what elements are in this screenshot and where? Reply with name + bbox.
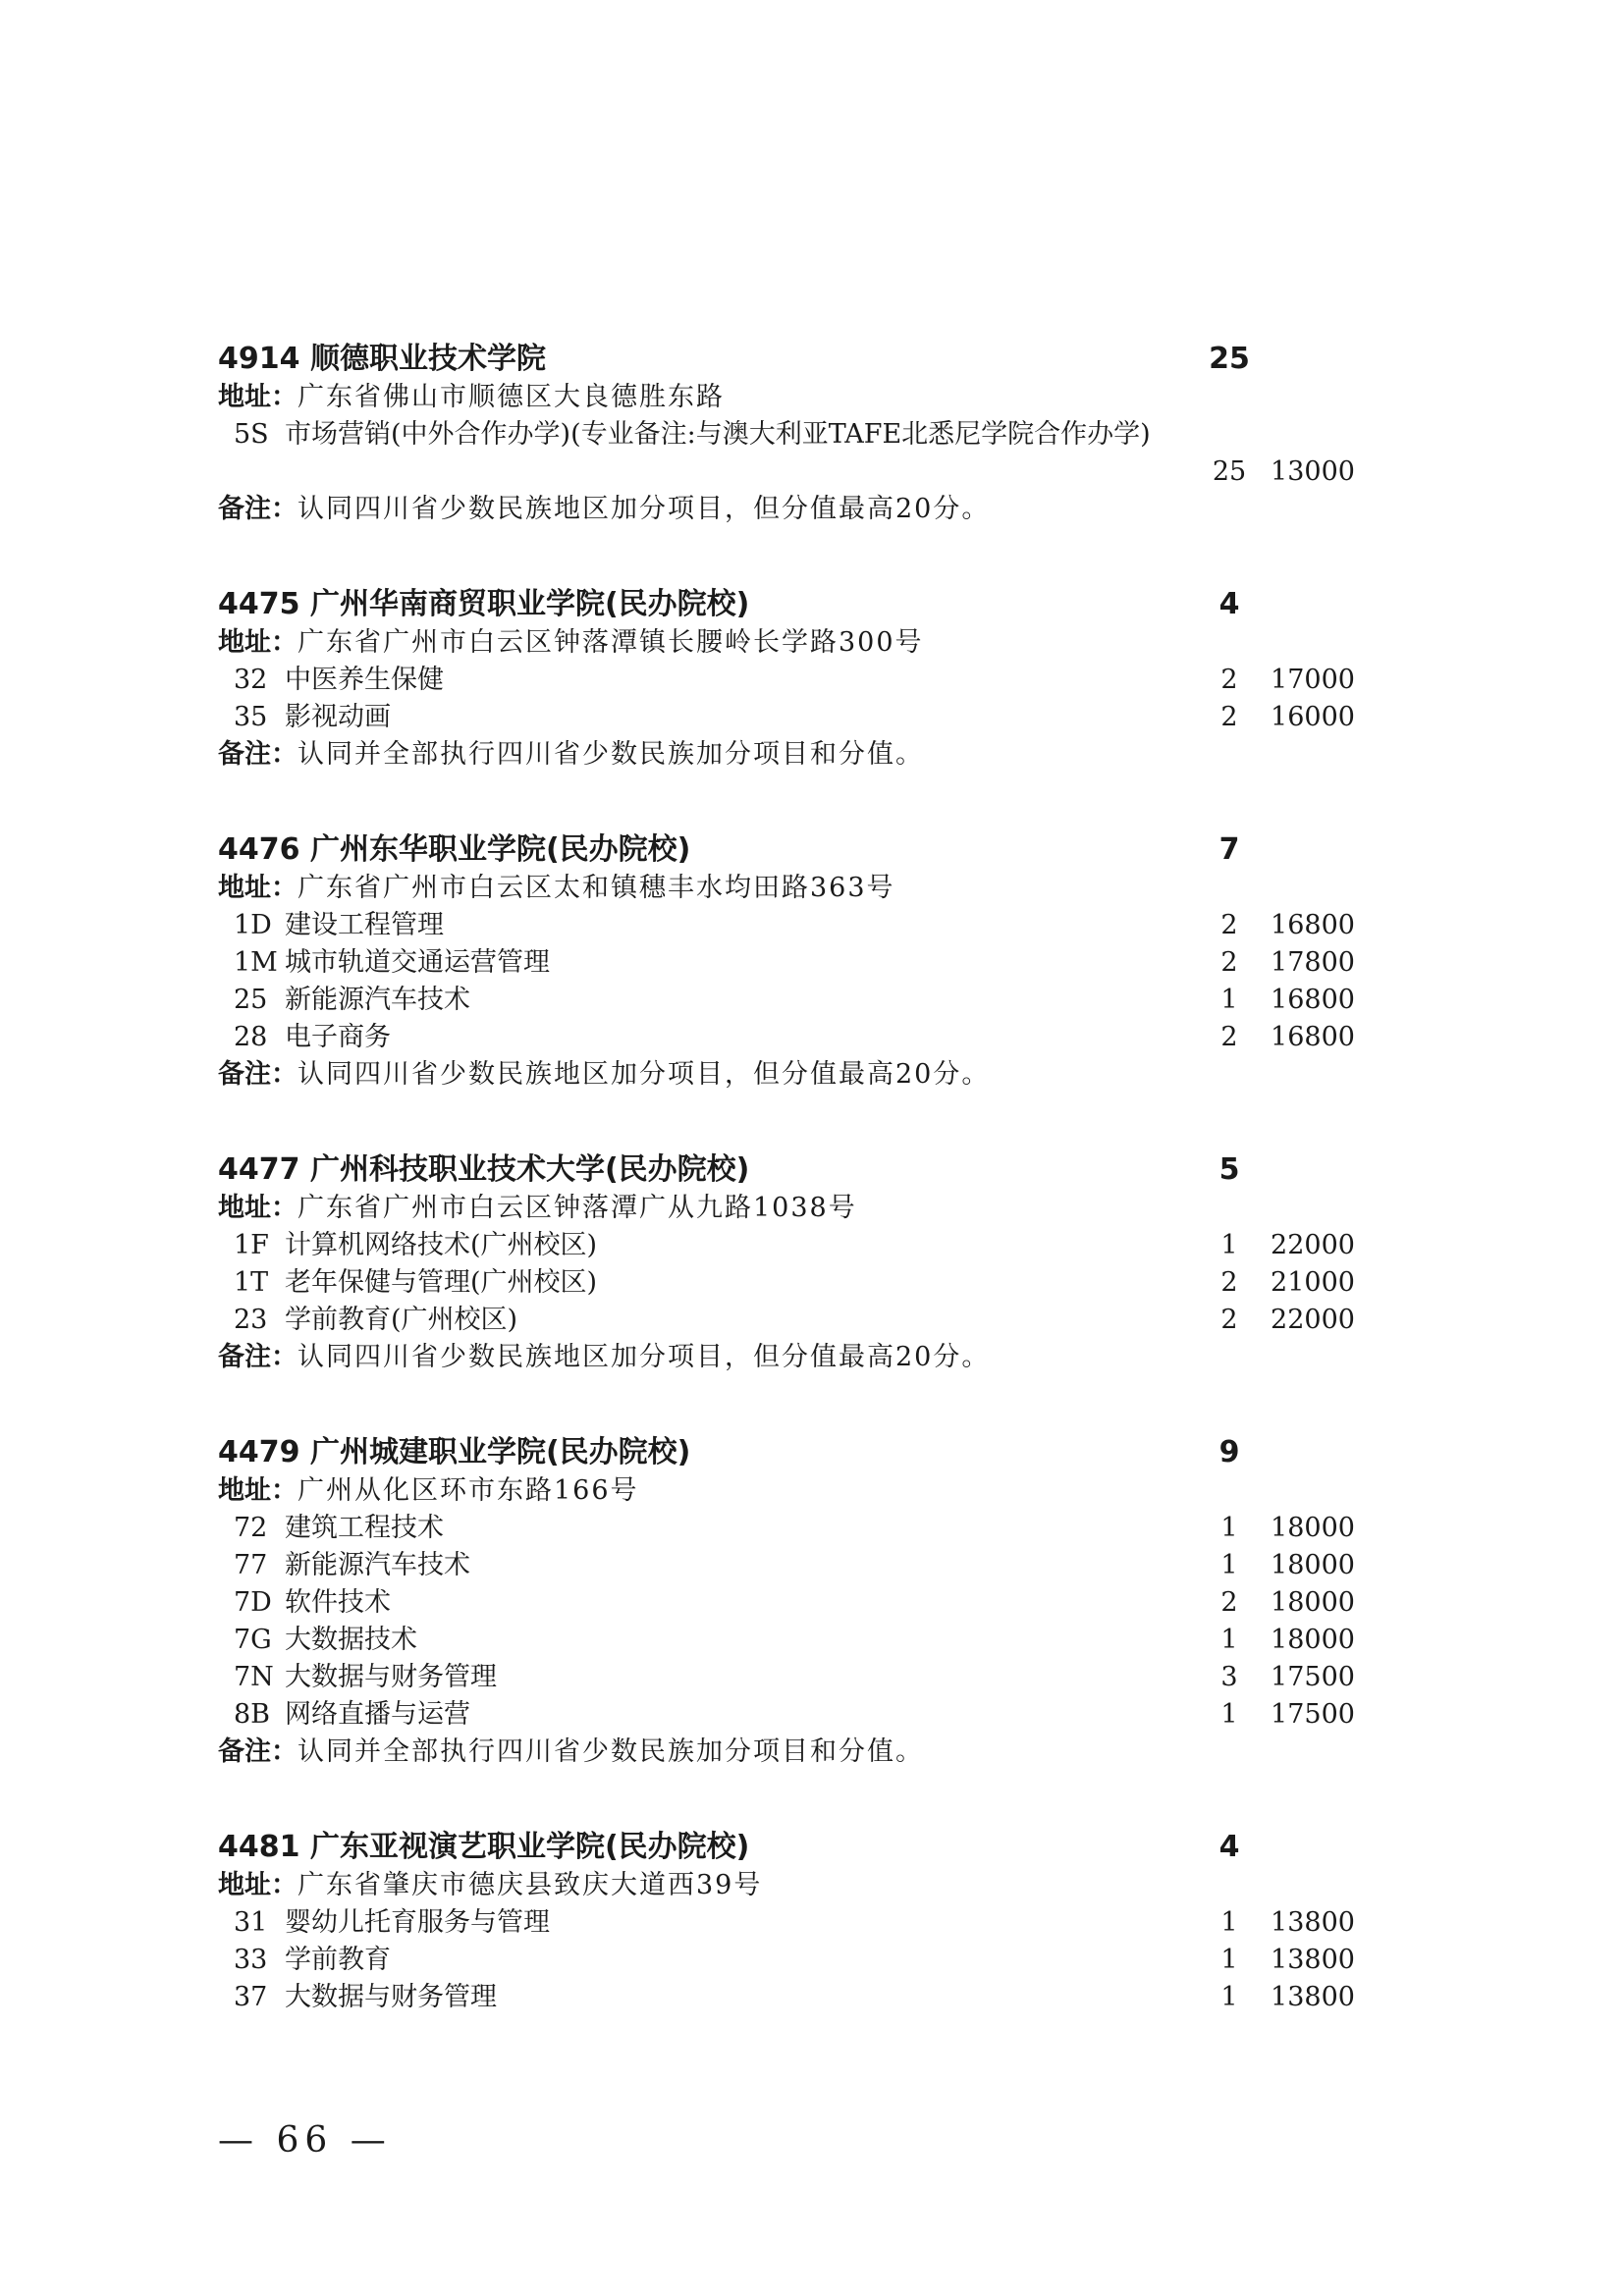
school-title	[218, 832, 690, 867]
address-text: 广东省佛山市顺德区大良德胜东路	[298, 382, 725, 412]
major-name: 影视动画	[285, 702, 391, 732]
major-name: 建设工程管理	[285, 910, 444, 940]
school-header	[218, 585, 1347, 624]
major-fee: 16000	[1271, 702, 1355, 732]
major-code: 7N	[234, 1662, 274, 1692]
school-title	[218, 342, 546, 376]
note-label: 备注：	[218, 1736, 298, 1767]
major-name: 建筑工程技术	[285, 1513, 444, 1543]
major-name: 软件技术	[285, 1587, 391, 1618]
major-info	[218, 662, 1347, 699]
major-row	[218, 982, 1355, 1019]
major-name: 市场营销(中外合作办学)(专业备注:与澳大利亚TAFE北悉尼学院合作办学)	[285, 419, 1151, 450]
major-fee: 18000	[1271, 1513, 1355, 1543]
major-count: 1	[1220, 1230, 1238, 1260]
school-quota: 4	[1218, 1830, 1240, 1864]
note-label: 备注：	[218, 494, 298, 524]
school-header	[218, 830, 1347, 870]
major-fee: 16800	[1271, 985, 1355, 1015]
major-count: 1	[1220, 985, 1238, 1015]
major-count: 2	[1220, 947, 1238, 978]
note-line	[218, 491, 1347, 528]
address-label: 地址：	[218, 382, 298, 412]
school-block	[218, 1828, 1355, 2016]
major-fee: 22000	[1271, 1305, 1355, 1335]
major-row	[218, 944, 1355, 982]
major-info	[218, 1904, 1347, 1942]
school-block	[218, 830, 1355, 1094]
major-fee: 13800	[1271, 1907, 1355, 1938]
major-code: 7D	[234, 1587, 272, 1618]
major-fee: 17500	[1271, 1699, 1355, 1730]
school-quota: 7	[1218, 832, 1240, 867]
major-fee: 22000	[1271, 1230, 1355, 1260]
major-row	[218, 1622, 1355, 1659]
note-label: 备注：	[218, 1059, 298, 1090]
school-title	[218, 1435, 690, 1469]
school-listing	[218, 340, 1355, 2073]
major-name: 大数据与财务管理	[285, 1662, 497, 1692]
page-number: — 66 —	[218, 2120, 392, 2161]
address-line	[218, 870, 1347, 907]
address-label: 地址：	[218, 1193, 298, 1223]
school-title	[218, 1830, 749, 1864]
major-count: 25	[1212, 456, 1247, 487]
address-label: 地址：	[218, 627, 298, 658]
school-header	[218, 1150, 1347, 1190]
major-count: 2	[1220, 1022, 1238, 1052]
major-name: 计算机网络技术(广州校区)	[285, 1230, 598, 1260]
major-code: 7G	[234, 1625, 272, 1655]
major-row	[218, 1510, 1355, 1547]
major-fee: 16800	[1271, 1022, 1355, 1052]
school-name: 广东亚视演艺职业学院(民办院校)	[309, 1830, 750, 1864]
address-text: 广州从化区环市东路166号	[298, 1475, 639, 1506]
school-block	[218, 1150, 1355, 1376]
major-info	[218, 1942, 1347, 1979]
school-code: 4475	[218, 587, 300, 621]
major-count: 3	[1220, 1662, 1238, 1692]
major-fee: 21000	[1271, 1267, 1355, 1298]
major-info	[218, 1510, 1347, 1547]
major-name: 婴幼儿托育服务与管理	[285, 1907, 550, 1938]
major-name: 城市轨道交通运营管理	[285, 947, 550, 978]
school-code: 4477	[218, 1152, 300, 1187]
major-code: 1T	[234, 1267, 269, 1298]
note-label: 备注：	[218, 1342, 298, 1372]
major-info	[218, 1659, 1347, 1696]
school-name: 顺德职业技术学院	[309, 342, 546, 376]
school-quota: 25	[1209, 342, 1250, 376]
major-code: 1D	[234, 910, 272, 940]
major-info	[218, 699, 1347, 736]
school-name: 广州科技职业技术大学(民办院校)	[309, 1152, 750, 1187]
major-name: 中医养生保健	[285, 665, 444, 695]
major-info	[218, 1979, 1347, 2016]
address-text: 广东省肇庆市德庆县致庆大道西39号	[298, 1870, 763, 1900]
major-fee: 13000	[1271, 456, 1355, 487]
major-count: 1	[1220, 1699, 1238, 1730]
major-count: 1	[1220, 1513, 1238, 1543]
major-row	[218, 907, 1355, 944]
school-code: 4479	[218, 1435, 300, 1469]
address-line	[218, 1190, 1347, 1227]
school-name: 广州城建职业学院(民办院校)	[309, 1435, 691, 1469]
school-code: 4914	[218, 342, 300, 376]
note-line	[218, 1734, 1347, 1771]
major-row	[218, 1979, 1355, 2016]
major-code: 25	[234, 985, 268, 1015]
major-row	[218, 1302, 1355, 1339]
major-row	[218, 662, 1355, 699]
major-row	[218, 1659, 1355, 1696]
note-line	[218, 1056, 1347, 1094]
major-info	[218, 1264, 1347, 1302]
major-info	[218, 1584, 1347, 1622]
major-row	[218, 1584, 1355, 1622]
major-code: 77	[234, 1550, 268, 1580]
school-block	[218, 340, 1355, 528]
major-fee: 13800	[1271, 1982, 1355, 2012]
note-text: 认同四川省少数民族地区加分项目，但分值最高20分。	[298, 494, 991, 524]
note-text: 认同并全部执行四川省少数民族加分项目和分值。	[298, 739, 924, 770]
school-header	[218, 340, 1347, 379]
school-block	[218, 1433, 1355, 1771]
school-title	[218, 587, 749, 621]
major-name: 大数据与财务管理	[285, 1982, 497, 2012]
major-code: 1F	[234, 1230, 269, 1260]
major-code: 32	[234, 665, 268, 695]
major-code: 33	[234, 1945, 268, 1975]
note-text: 认同并全部执行四川省少数民族加分项目和分值。	[298, 1736, 924, 1767]
major-code: 35	[234, 702, 268, 732]
major-count: 1	[1220, 1907, 1238, 1938]
major-info	[218, 1622, 1347, 1659]
major-name: 新能源汽车技术	[285, 1550, 470, 1580]
note-line	[218, 736, 1347, 774]
major-fee: 17000	[1271, 665, 1355, 695]
address-line	[218, 1472, 1347, 1510]
major-name: 学前教育	[285, 1945, 391, 1975]
major-fee: 17800	[1271, 947, 1355, 978]
major-fee: 18000	[1271, 1550, 1355, 1580]
major-code: 8B	[234, 1699, 271, 1730]
major-code: 37	[234, 1982, 268, 2012]
address-label: 地址：	[218, 1475, 298, 1506]
major-row	[218, 1696, 1355, 1734]
major-info	[218, 416, 1176, 454]
major-info	[218, 1227, 1347, 1264]
major-count: 2	[1220, 910, 1238, 940]
school-header	[218, 1828, 1347, 1867]
school-code: 4481	[218, 1830, 300, 1864]
major-row	[218, 1904, 1355, 1942]
major-row	[218, 1227, 1355, 1264]
school-name: 广州华南商贸职业学院(民办院校)	[309, 587, 750, 621]
note-line	[218, 1339, 1347, 1376]
major-name: 电子商务	[285, 1022, 391, 1052]
major-name: 学前教育(广州校区)	[285, 1305, 518, 1335]
major-name: 老年保健与管理(广州校区)	[285, 1267, 598, 1298]
major-code: 23	[234, 1305, 268, 1335]
major-name: 新能源汽车技术	[285, 985, 470, 1015]
major-info	[218, 1696, 1347, 1734]
major-code: 31	[234, 1907, 268, 1938]
address-line	[218, 624, 1347, 662]
major-count: 1	[1220, 1945, 1238, 1975]
major-count: 1	[1220, 1625, 1238, 1655]
major-row	[218, 416, 1355, 491]
major-info	[218, 1302, 1347, 1339]
major-row	[218, 699, 1355, 736]
major-name: 大数据技术	[285, 1625, 417, 1655]
major-fee: 16800	[1271, 910, 1355, 940]
school-name: 广州东华职业学院(民办院校)	[309, 832, 691, 867]
school-block	[218, 585, 1355, 774]
address-line	[218, 1867, 1347, 1904]
major-info	[218, 907, 1347, 944]
major-code: 5S	[234, 419, 269, 450]
school-title	[218, 1152, 749, 1187]
major-count: 2	[1220, 1587, 1238, 1618]
major-count: 2	[1220, 1305, 1238, 1335]
major-count: 1	[1220, 1982, 1238, 2012]
address-label: 地址：	[218, 873, 298, 903]
major-count: 1	[1220, 1550, 1238, 1580]
school-quota: 5	[1218, 1152, 1240, 1187]
address-text: 广东省广州市白云区钟落潭镇长腰岭长学路300号	[298, 627, 924, 658]
school-quota: 9	[1218, 1435, 1240, 1469]
major-info	[218, 1547, 1347, 1584]
major-code: 28	[234, 1022, 268, 1052]
address-label: 地址：	[218, 1870, 298, 1900]
major-code: 72	[234, 1513, 268, 1543]
school-quota: 4	[1218, 587, 1240, 621]
note-text: 认同四川省少数民族地区加分项目，但分值最高20分。	[298, 1059, 991, 1090]
major-code: 1M	[234, 947, 278, 978]
major-info	[218, 1019, 1347, 1056]
note-text: 认同四川省少数民族地区加分项目，但分值最高20分。	[298, 1342, 991, 1372]
major-row	[218, 1942, 1355, 1979]
major-name: 网络直播与运营	[285, 1699, 470, 1730]
major-count: 2	[1220, 1267, 1238, 1298]
major-info	[218, 944, 1347, 982]
address-text: 广东省广州市白云区钟落潭广从九路1038号	[298, 1193, 857, 1223]
major-fee: 18000	[1271, 1625, 1355, 1655]
major-row	[218, 1019, 1355, 1056]
major-row	[218, 1547, 1355, 1584]
note-label: 备注：	[218, 739, 298, 770]
major-count: 2	[1220, 702, 1238, 732]
major-row	[218, 1264, 1355, 1302]
major-info	[218, 982, 1347, 1019]
major-fee: 17500	[1271, 1662, 1355, 1692]
address-line	[218, 379, 1347, 416]
address-text: 广东省广州市白云区太和镇穗丰水均田路363号	[298, 873, 895, 903]
school-header	[218, 1433, 1347, 1472]
school-code: 4476	[218, 832, 300, 867]
major-fee: 13800	[1271, 1945, 1355, 1975]
major-fee: 18000	[1271, 1587, 1355, 1618]
major-count: 2	[1220, 665, 1238, 695]
